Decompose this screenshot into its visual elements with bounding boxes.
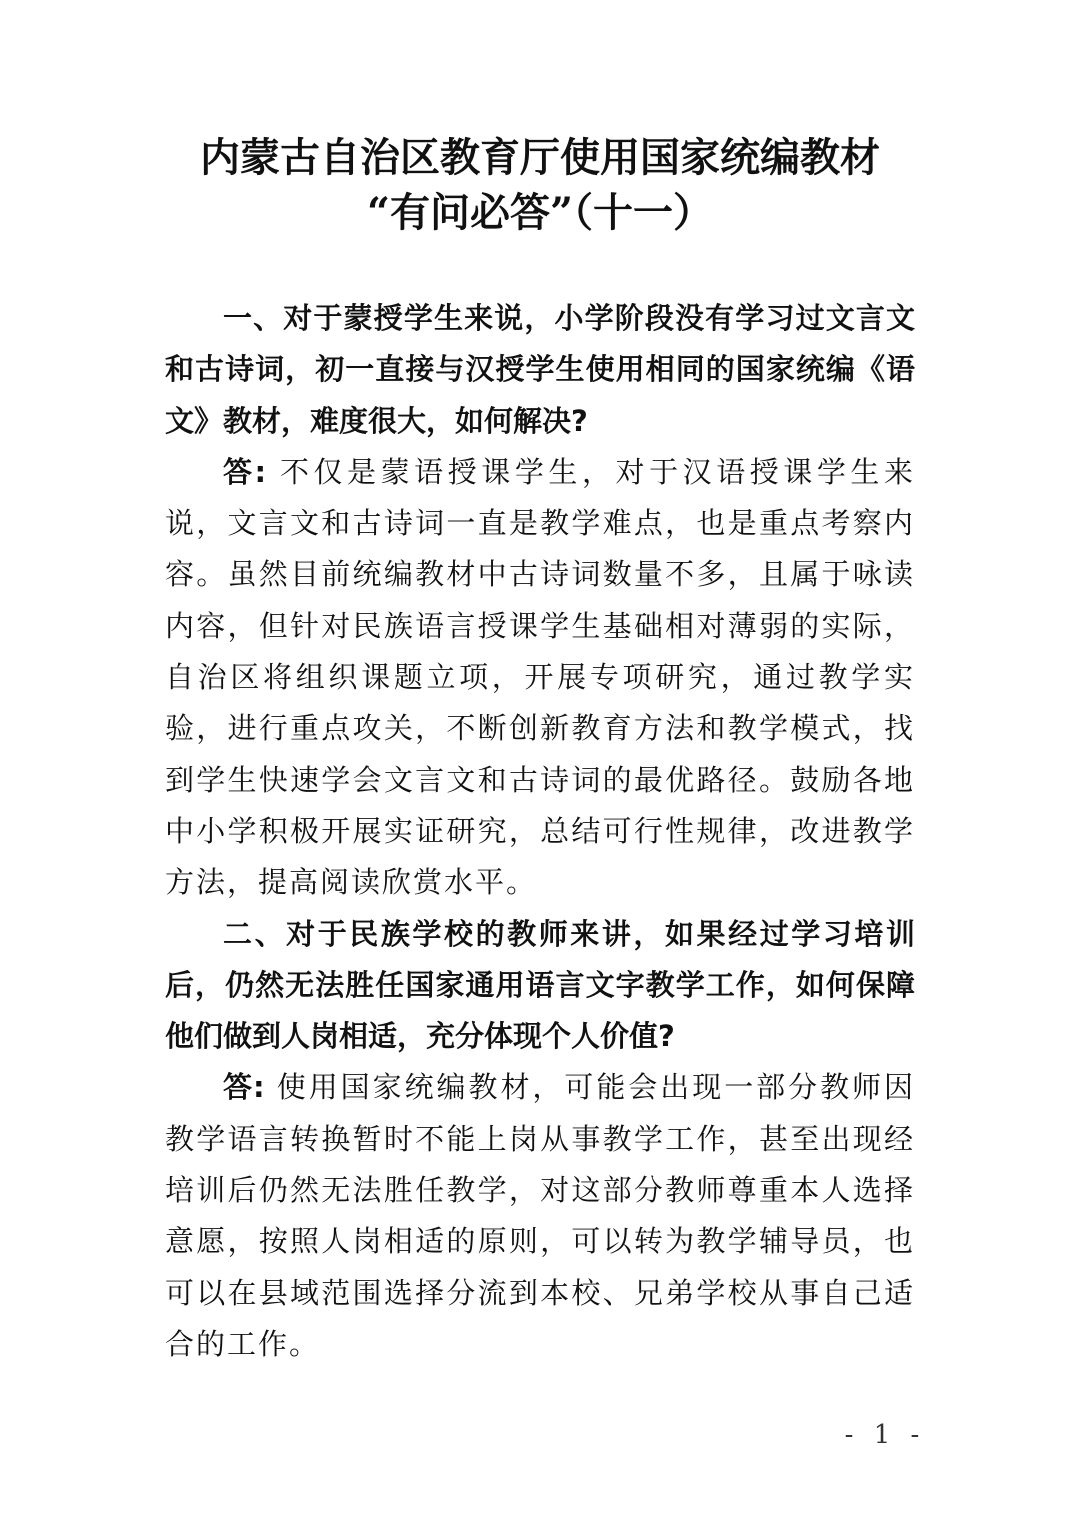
question-1: 一、对于蒙授学生来说，小学阶段没有学习过文言文和古诗词，初一直接与汉授学生使用相同的国家统编《语文》教材，难度很大，如何解决? — [165, 301, 915, 438]
answer-text-2: 使用国家统编教材，可能会出现一部分教师因教学语言转换暂时不能上岗从事教学工作，甚至出现经培训后仍然无法胜任教学，对这部分教师尊重本人选择意愿，按照人岗相适的原则，可以转为教学辅导员，也可以在县域范围选择分流到本校、兄弟学校从事自己适合的工作。 — [165, 1070, 915, 1361]
answer-2 — [165, 1062, 915, 1370]
answer-1 — [165, 447, 915, 909]
answer-text-1: 不仅是蒙语授课学生，对于汉语授课学生来说，文言文和古诗词一直是教学难点，也是重点考察内容。虽然目前统编教材中古诗词数量不多，且属于咏读内容，但针对民族语言授课学生基础相对薄弱的实际，自治区将组织课题立项，开展专项研究，通过教学实验，进行重点攻关，不断创新教育方法和教学模式，找到学生快速学会文言文和古诗词的最优路径。鼓励各地中小学积极开展实证研究，总结可行性规律，改进教学方法，提高阅读欣赏水平。 — [165, 454, 915, 900]
answer-label-2: 答: — [223, 1070, 265, 1105]
document-title — [0, 130, 1080, 240]
title-line-1: 内蒙古自治区教育厅使用国家统编教材 — [200, 134, 880, 181]
question-2: 二、对于民族学校的教师来讲，如果经过学习培训后，仍然无法胜任国家通用语言文字教学工作，如何保障他们做到人岗相适，充分体现个人价值? — [165, 916, 915, 1054]
answer-label-1: 答: — [223, 454, 267, 489]
title-line-2: “有问必答”（十一） — [366, 189, 713, 236]
document-body — [165, 293, 915, 1370]
page-number: - 1 - — [844, 1420, 926, 1450]
